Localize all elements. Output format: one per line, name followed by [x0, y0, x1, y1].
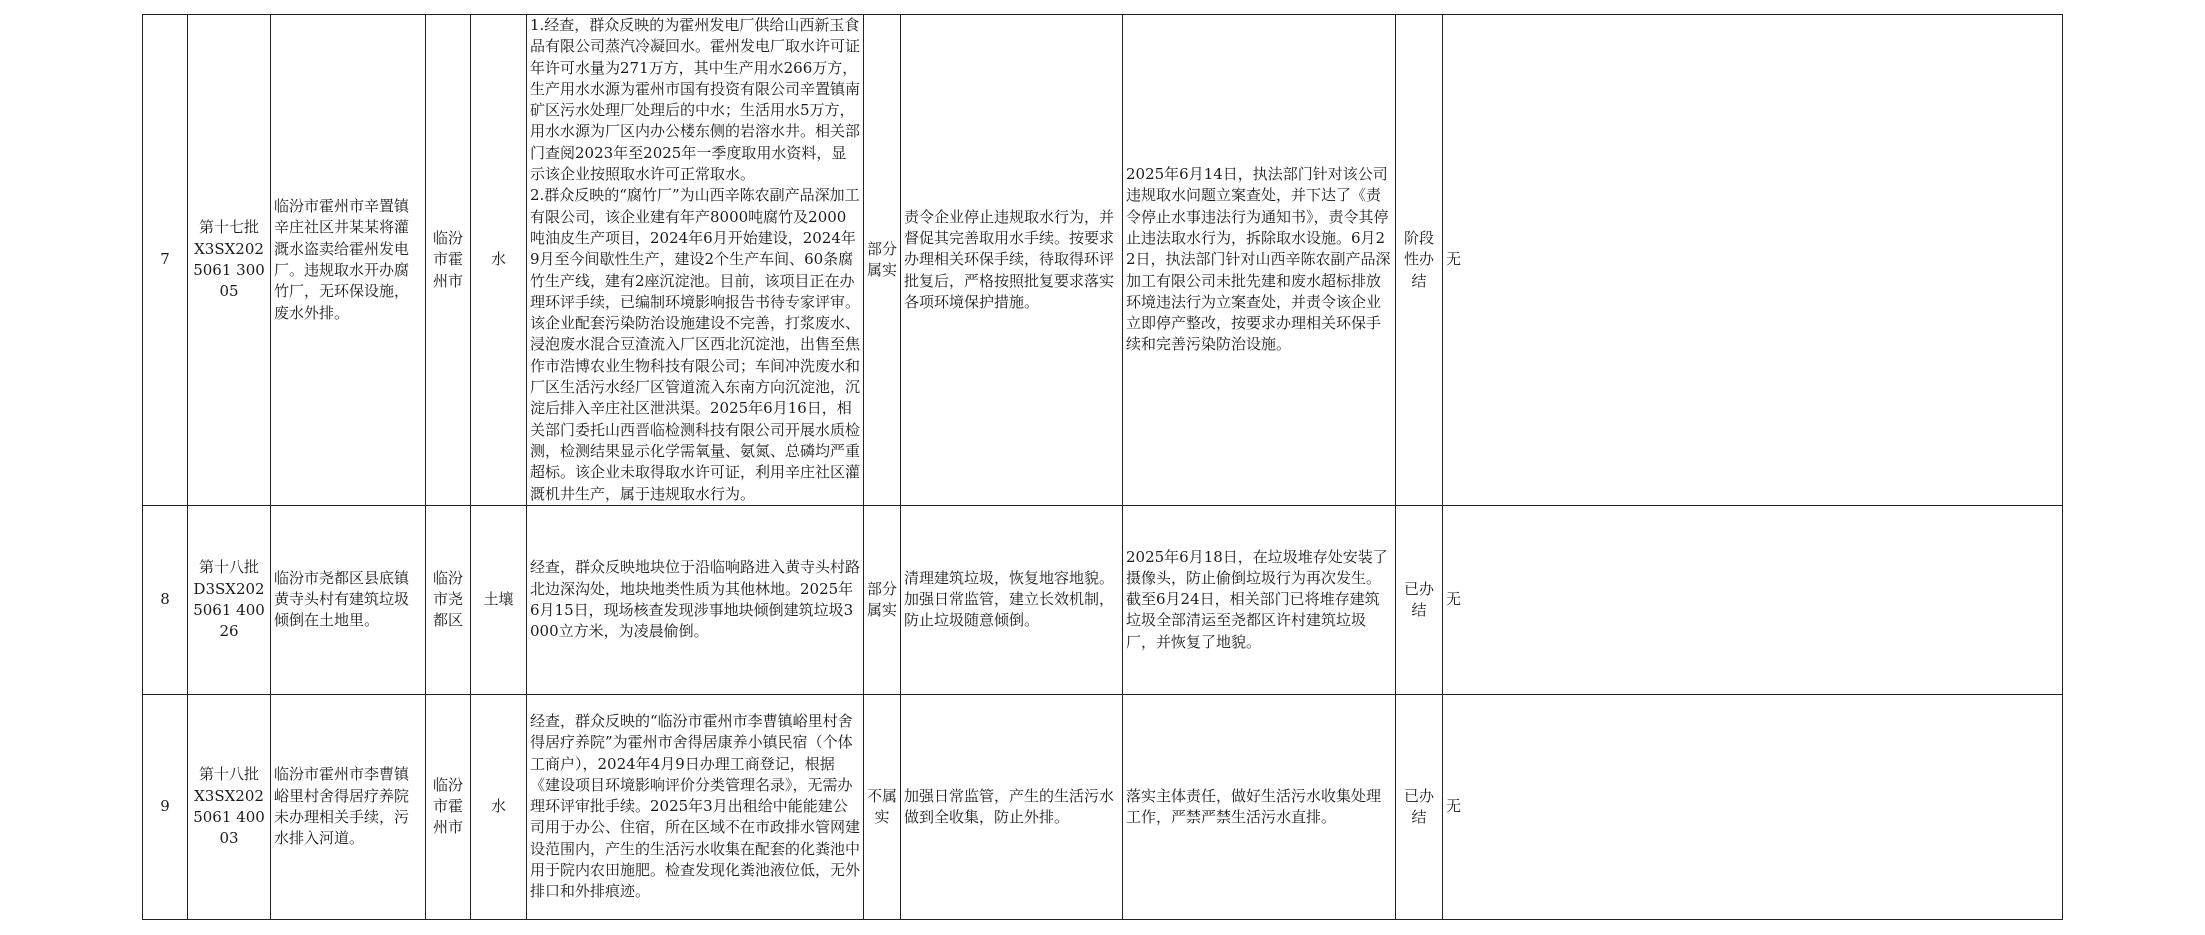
- row-number: 7: [143, 15, 188, 506]
- investigation-findings: 经查，群众反映地块位于沿临响路进入黄寺头村路北边深沟处，地块地类性质为其他林地。2025年6月15日，现场核查发现涉事地块倾倒建筑垃圾3000立方米，为凌晨偷倒。: [527, 505, 864, 694]
- case-code: D3SX2025061 40026: [193, 579, 265, 641]
- investigation-findings: 1.经查，群众反映的为霍州发电厂供给山西新玉食品有限公司蒸汽冷凝回水。霍州发电厂取水许可证年许可水量为271万方，其中生产用水266万方，生产用水水源为霍州市国有投资有限公司辛置镇南矿区污水处理厂处理后的中水；生活用水5万方，用水水源为厂区内办公楼东侧的岩溶水井。相关部门查阅2023年至2025年一季度取用水资料，显示该企业按照取水许可正常取水。 2.群众反映的“腐竹厂”为山西辛陈农副产品深加工有限公司，该企业建有年产8000吨腐竹及2000吨油皮生产项目，2024年6月开始建设，2024年9月至今间歇性生产，建设2个生产车间、60条腐竹生产线，建有2座沉淀池。目前，该项目正在办理环评手续，已编制环境影响报告书待专家评审。该企业配套污染防治设施建设不完善，打浆废水、浸泡废水混合豆渣流入厂区西北沉淀池，出售至焦作市浩博农业生物科技有限公司；车间冲洗废水和厂区生活污水经厂区管道流入东南方向沉淀池，沉淀后排入辛庄社区泄洪渠。2025年6月16日，相关部门委托山西晋临检测科技有限公司开展水质检测，检测结果显示化学需氧量、氨氮、总磷均严重超标。该企业未取得取水许可证，利用辛庄社区灌溉机井生产，属于违规取水行为。: [527, 15, 864, 506]
- investigation-findings: 经查，群众反映的“临汾市霍州市李曹镇峪里村舍得居疗养院”为霍州市舍得居康养小镇民宿（个体工商户），2024年4月9日办理工商登记，根据《建设项目环境影响评价分类管理名录》，无需办理环评审批手续。2025年3月出租给中能能建公司用于办公、住宿，所在区域不在市政排水管网建设范围内，产生的生活污水收集在配套的化粪池中用于院内农田施肥。检查发现化粪池液位低，无外排口和外排痕迹。: [527, 694, 864, 919]
- verification-verdict: 部分属实: [864, 15, 901, 506]
- accountability-note: 无: [1443, 694, 2063, 919]
- verification-verdict: 部分属实: [864, 505, 901, 694]
- batch-label: 第十七批: [198, 218, 259, 237]
- table-row: [143, 505, 2063, 694]
- batch-code-cell: [188, 505, 271, 694]
- administrative-region: 临汾市霍州市: [426, 15, 471, 506]
- complaint-content: 临汾市尧都区县底镇黄寺头村有建筑垃圾倾倒在土地里。: [271, 505, 426, 694]
- complaint-content: 临汾市霍州市李曹镇峪里村舍得居疗养院未办理相关手续，污水排入河道。: [271, 694, 426, 919]
- case-code: X3SX2025061 30005: [193, 239, 265, 301]
- rectification-progress: 落实主体责任，做好生活污水收集处理工作，严禁严禁生活污水直排。: [1123, 694, 1396, 919]
- case-table: [142, 14, 2063, 920]
- complaint-content: 临汾市霍州市辛置镇辛庄社区井某某将灌溉水盗卖给霍州发电厂。违规取水开办腐竹厂，无环保设施，废水外排。: [271, 15, 426, 506]
- row-number: 8: [143, 505, 188, 694]
- completion-status: 已办结: [1396, 505, 1443, 694]
- completion-status: 已办结: [1396, 694, 1443, 919]
- batch-label: 第十八批: [198, 558, 259, 577]
- table-row: [143, 15, 2063, 506]
- administrative-region: 临汾市霍州市: [426, 694, 471, 919]
- batch-code-cell: [188, 694, 271, 919]
- rectification-progress: 2025年6月18日，在垃圾堆存处安装了摄像头，防止偷倒垃圾行为再次发生。截至6月24日，相关部门已将堆存建筑垃圾全部清运至尧都区许村建筑垃圾厂，并恢复了地貌。: [1123, 505, 1396, 694]
- pollution-type: 水: [471, 15, 527, 506]
- rectification-plan: 责令企业停止违规取水行为，并督促其完善取用水手续。按要求办理相关环保手续，待取得环评批复后，严格按照批复要求落实各项环境保护措施。: [901, 15, 1123, 506]
- completion-status: 阶段性办结: [1396, 15, 1443, 506]
- accountability-note: 无: [1443, 15, 2063, 506]
- batch-label: 第十八批: [198, 765, 259, 784]
- table-row: [143, 694, 2063, 919]
- batch-code-cell: [188, 15, 271, 506]
- pollution-type: 土壤: [471, 505, 527, 694]
- verification-verdict: 不属实: [864, 694, 901, 919]
- case-code: X3SX2025061 40003: [193, 786, 265, 848]
- rectification-plan: 加强日常监管，产生的生活污水做到全收集，防止外排。: [901, 694, 1123, 919]
- row-number: 9: [143, 694, 188, 919]
- rectification-plan: 清理建筑垃圾，恢复地容地貌。加强日常监管，建立长效机制，防止垃圾随意倾倒。: [901, 505, 1123, 694]
- pollution-type: 水: [471, 694, 527, 919]
- accountability-note: 无: [1443, 505, 2063, 694]
- rectification-progress: 2025年6月14日，执法部门针对该公司违规取水问题立案查处，并下达了《责令停止水事违法行为通知书》，责令其停止违法取水行为，拆除取水设施。6月22日，执法部门针对山西辛陈农副产品深加工有限公司未批先建和废水超标排放环境违法行为立案查处，并责令该企业立即停产整改，按要求办理相关环保手续和完善污染防治设施。: [1123, 15, 1396, 506]
- administrative-region: 临汾市尧都区: [426, 505, 471, 694]
